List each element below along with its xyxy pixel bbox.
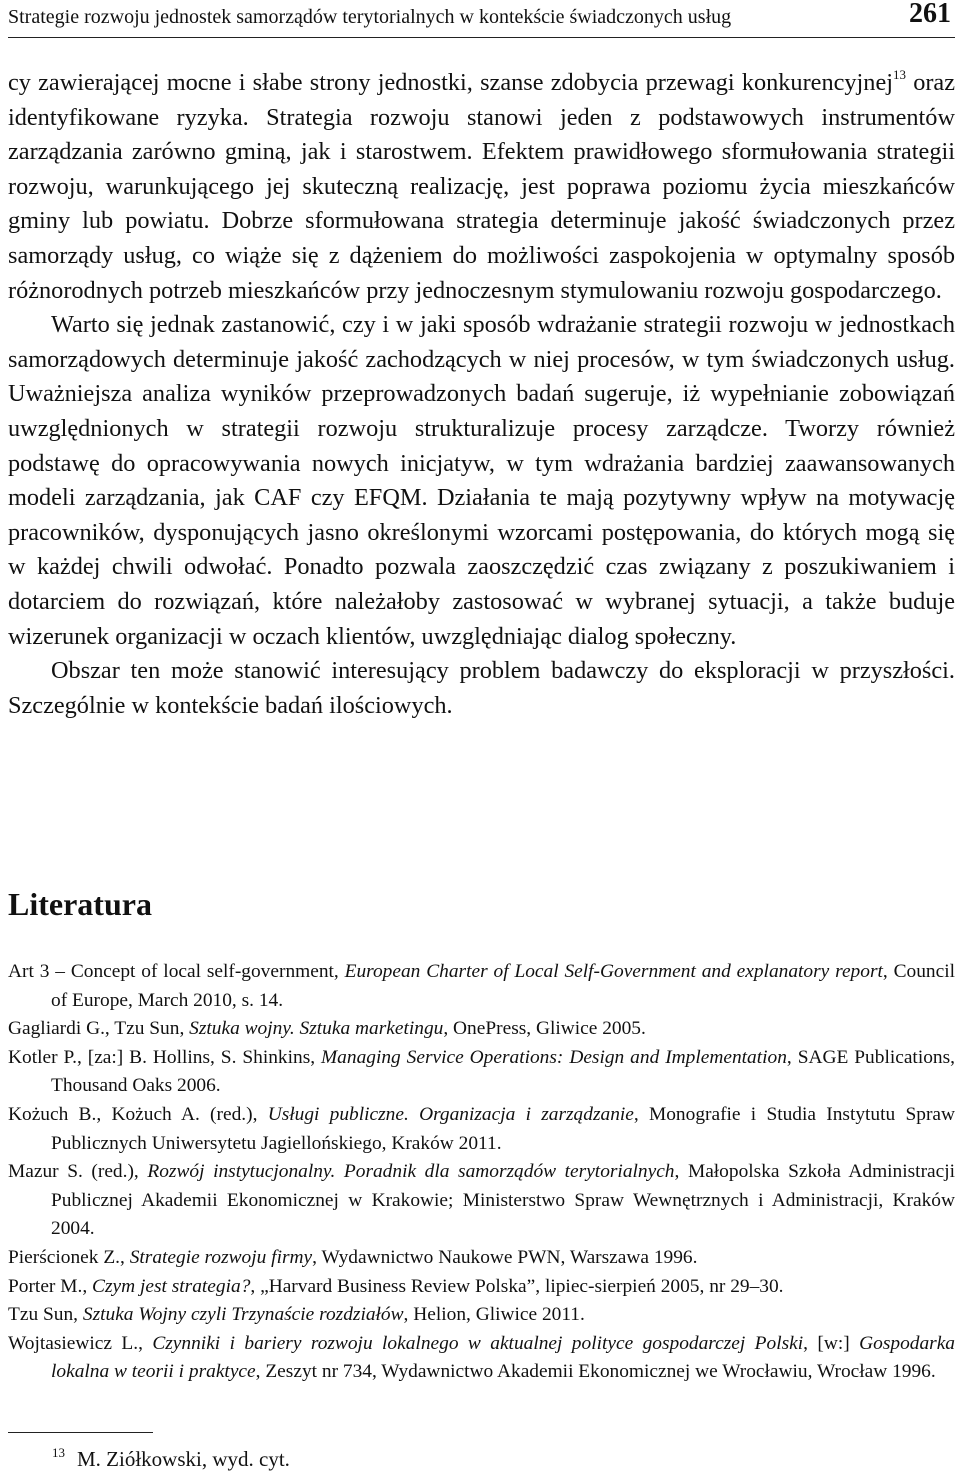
footnote-number: 13: [52, 1445, 65, 1460]
work-title: Sztuka wojny. Sztuka marketingu: [189, 1018, 444, 1040]
paragraph-1-start: cy zawierającej mocne i słabe strony jednostki, szanse zdobycia przewagi konkurencyjnej: [8, 69, 893, 96]
bibliography-item: Art 3 – Concept of local self-government, European Charter of Local Self-Government and explanatory report, Council of Europe, March 2010, s. 14.: [8, 961, 955, 1011]
bibliography-item: Pierścionek Z., Strategie rozwoju firmy, Wydawnictwo Naukowe PWN, Warszawa 1996.: [8, 1246, 698, 1268]
bibliography-item: Gagliardi G., Tzu Sun, Sztuka wojny. Sztuka marketingu, OnePress, Gliwice 2005.: [8, 1018, 646, 1040]
bibliography-item: Kotler P., [za:] B. Hollins, S. Shinkins, Managing Service Operations: Design and Implementation, SAGE Publications, Thousand Oaks 2006.: [8, 1046, 955, 1097]
bibliography-item: Wojtasiewicz L., Czynniki i bariery rozwoju lokalnego w aktualnej polityce gospodarczej Polski, [w:] Gospodarka lokalna w teorii i praktyce, Zeszyt nr 734, Wydawnictwo Akademii Ekonomicznej we Wrocławiu, Wrocław 1996.: [8, 1332, 955, 1383]
work-title: Czym jest strategia?: [92, 1275, 251, 1297]
page-number: 261: [909, 0, 951, 29]
paragraph-1: [8, 66, 955, 308]
paragraph-1-rest: oraz identyfikowane ryzyka. Strategia rozwoju stanowi jeden z podstawowych instrumentów zarządzania zarówno gminą, jak i starostwem. Efektem prawidłowego sformułowania strategii rozwoju, warunkującego jej skuteczną realizację, jest poprawa poziomu życia mieszkańców gminy lub powiatu. Dobrze sformułowana strategia determinuje jakość świadczonych przez samorządy usług, co wiąże się z dążeniem do możliwości zaspokojenia w optymalny sposób różnorodnych potrzeb mieszkańców przy jednoczesnym stymulowaniu rozwoju gospodarczego.: [8, 69, 955, 304]
running-title: Strategie rozwoju jednostek samorządów terytorialnych w kontekście świadczonych usług: [8, 6, 732, 28]
section-heading-literatura: Literatura: [8, 886, 152, 922]
work-title: Sztuka Wojny czyli Trzynaście rozdziałów: [82, 1304, 404, 1326]
paragraph-2: Warto się jednak zastanowić, czy i w jaki sposób wdrażanie strategii rozwoju w jednostkach samorządowych determinuje jakość zachodzących w niej procesów, w tym świadczonych usług. Uważniejsza analiza wyników przeprowadzonych badań sugeruje, iż wypełnianie zobowiązań uwzględnionych w strategii rozwoju strukturalizuje procesy zarządcze. Tworzy również podstawę do opracowywania nowych inicjatyw, w tym wdrażania bardziej zaawansowanych modeli zarządzania, jak CAF czy EFQM. Działania te mają pozytywny wpływ na motywację pracowników, dysponujących jasno określonymi wzorcami postępowania, do których mogą się w każdej chwili odwołać. Ponadto pozwala zaoszczędzić czas związany z poszukiwaniem i dotarciem do rozwiązań, które należałoby zastosować w wybranej sytuacji, a także buduje wizerunek organizacji w oczach klientów, uwzględniając dialog społeczny.: [8, 311, 955, 650]
footnote: [52, 1447, 290, 1472]
running-header: [8, 0, 955, 38]
work-title: European Charter of Local Self-Government and explanatory report: [344, 961, 883, 982]
work-title: Rozwój instytucjonalny. Poradnik dla samorządów terytorialnych: [147, 1161, 675, 1183]
work-title: Czynniki i bariery rozwoju lokalnego w aktualnej polityce gospodarczej Polski: [152, 1332, 804, 1354]
work-title: Gospodarka lokalna w teorii i praktyce: [51, 1332, 955, 1383]
bibliography-item: Kożuch B., Kożuch A. (red.), Usługi publiczne. Organizacja i zarządzanie, Monografie i Studia Instytutu Spraw Publicznych Uniwersytetu Jagiellońskiego, Kraków 2011.: [8, 1103, 956, 1154]
footnote-ref[interactable]: 13: [892, 67, 906, 82]
footnote-text: M. Ziółkowski, wyd. cyt.: [77, 1447, 290, 1471]
work-title: Managing Service Operations: Design and Implementation: [321, 1046, 787, 1068]
bibliography-item: Tzu Sun, Sztuka Wojny czyli Trzynaście rozdziałów, Helion, Gliwice 2011.: [8, 1304, 585, 1326]
body-text: [8, 66, 955, 723]
bibliography-list: [8, 958, 955, 1387]
work-title: Usługi publiczne. Organizacja i zarządzanie: [267, 1103, 634, 1125]
paragraph-3: Obszar ten może stanowić interesujący problem badawczy do eksploracji w przyszłości. Szczególnie w kontekście badań ilościowych.: [8, 657, 955, 719]
bibliography-item: Mazur S. (red.), Rozwój instytucjonalny. Poradnik dla samorządów terytorialnych, Małopolska Szkoła Administracji Publicznej Akademii Ekonomicznej w Krakowie; Ministerstwo Spraw Wewnętrznych i Administracji, Kraków 2004.: [8, 1161, 956, 1240]
footnote-divider: [8, 1432, 153, 1433]
work-title: Strategie rozwoju firmy: [129, 1246, 313, 1268]
bibliography-item: Porter M., Czym jest strategia?, „Harvard Business Review Polska”, lipiec-sierpień 2005, nr 29–30.: [8, 1275, 784, 1297]
